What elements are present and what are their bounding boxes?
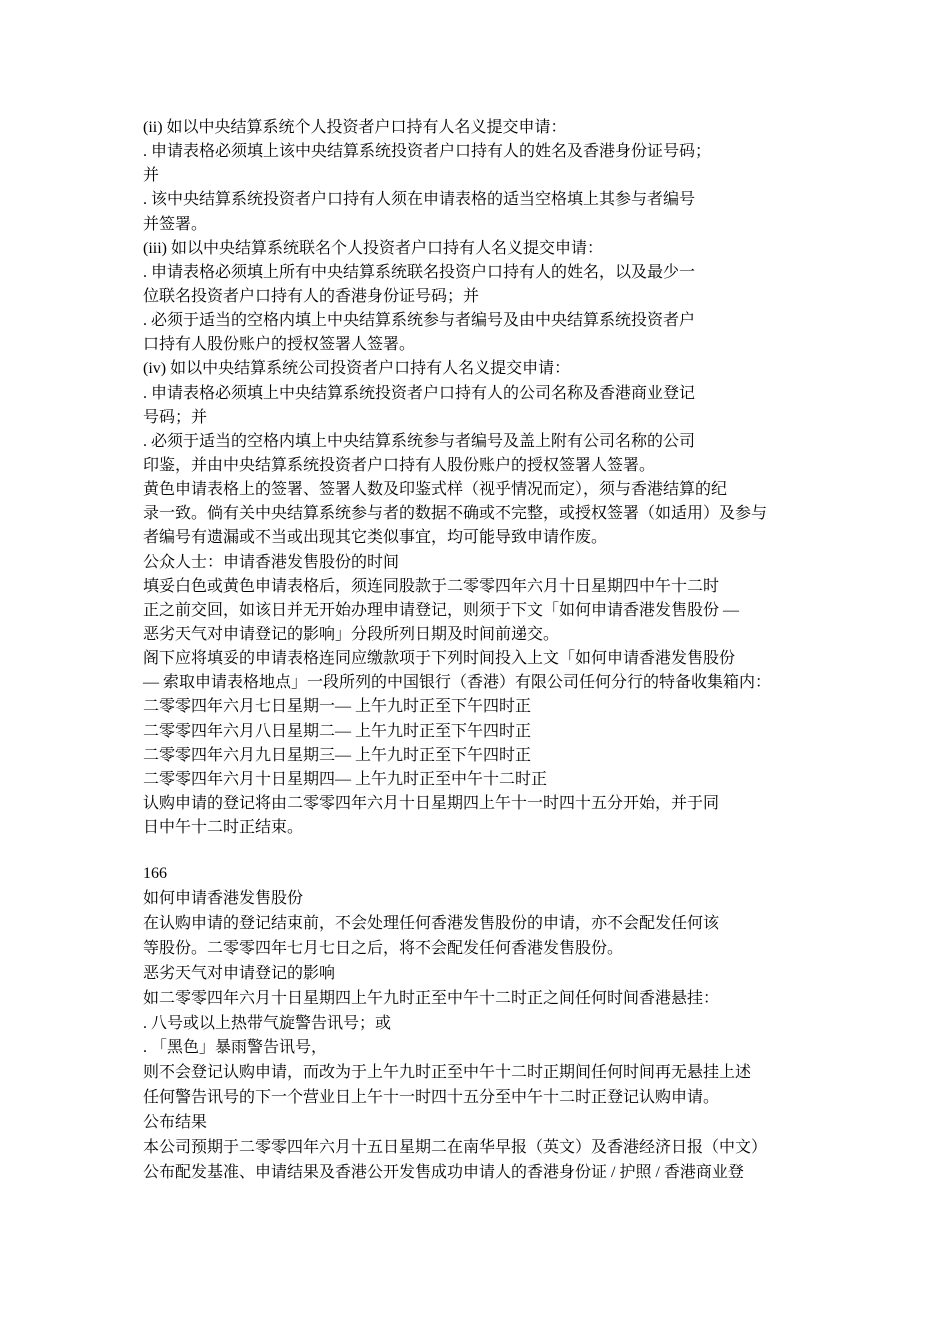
text-line: . 必须于适当的空格内填上中央结算系统参与者编号及盖上附有公司名称的公司: [143, 432, 696, 450]
text-line: 位联名投资者户口持有人的香港身份证号码；并: [143, 287, 480, 305]
text-line: 二零零四年六月八日星期二— 上午九时正至下午四时正: [143, 722, 532, 740]
text-line: 等股份。二零零四年七月七日之后，将不会配发任何香港发售股份。: [143, 939, 624, 957]
text-line: 恶劣天气对申请登记的影响」分段所列日期及时间前递交。: [143, 625, 560, 643]
text-line: (ii) 如以中央结算系统个人投资者户口持有人名义提交申请：: [143, 119, 567, 136]
section-how-to-apply: [143, 887, 843, 1186]
text-line: 者编号有遗漏或不当或出现其它类似事宜，均可能导致申请作废。: [143, 529, 608, 547]
text-line: (iii) 如以中央结算系统联名个人投资者户口持有人名义提交申请：: [143, 239, 603, 257]
text-line: 并签署。: [143, 215, 208, 233]
text-line: . 「黑色」暴雨警告讯号，: [143, 1039, 328, 1057]
text-line: 公众人士：申请香港发售股份的时间: [143, 553, 400, 571]
text-line: 二零零四年六月九日星期三— 上午九时正至下午四时正: [143, 746, 532, 764]
text-line: . 申请表格必须填上所有中央结算系统联名投资户口持有人的姓名，以及最少一: [143, 263, 696, 281]
text-line: 并: [143, 167, 160, 185]
text-line: . 必须于适当的空格内填上中央结算系统参与者编号及由中央结算系统投资者户: [143, 312, 696, 330]
text-line: — 索取申请表格地点」一段所列的中国银行（香港）有限公司任何分行的特备收集箱内：: [143, 674, 772, 692]
text-line: . 申请表格必须填上该中央结算系统投资者户口持有人的姓名及香港身份证号码；: [143, 143, 712, 161]
text-line: 则不会登记认购申请，而改为于上午九时正至中午十二时正期间任何时间再无悬挂上述: [143, 1064, 752, 1082]
page-number: 166: [143, 865, 167, 883]
text-line: 黄色申请表格上的签署、签署人数及印鉴式样（视乎情况而定），须与香港结算的纪: [143, 481, 728, 499]
text-line: 如二零零四年六月十日星期四上午九时正至中午十二时正之间任何时间香港悬挂：: [143, 989, 720, 1007]
text-line: 恶劣天气对申请登记的影响: [143, 964, 336, 982]
text-line: 号码；并: [143, 408, 208, 426]
text-line: 填妥白色或黄色申请表格后，须连同股款于二零零四年六月十日星期四中午十二时: [143, 577, 720, 595]
text-line: 认购申请的登记将由二零零四年六月十日星期四上午十一时四十五分开始，并于同: [143, 794, 720, 812]
text-line: . 申请表格必须填上中央结算系统投资者户口持有人的公司名称及香港商业登记: [143, 384, 696, 402]
text-line: 在认购申请的登记结束前，不会处理任何香港发售股份的申请，亦不会配发任何该: [143, 915, 720, 932]
text-line: 日中午十二时正结束。: [143, 819, 304, 837]
text-line: 任何警告讯号的下一个营业日上午十一时四十五分至中午十二时正登记认购申请。: [143, 1089, 720, 1107]
text-line: 正之前交回，如该日并无开始办理申请登记，则须于下文「如何申请香港发售股份 —: [143, 601, 740, 619]
text-line: 阁下应将填妥的申请表格连同应缴款项于下列时间投入上文「如何申请香港发售股份: [143, 650, 736, 668]
text-line: . 该中央结算系统投资者户口持有人须在申请表格的适当空格填上其参与者编号: [143, 191, 696, 209]
text-line: . 八号或以上热带气旋警告讯号；或: [143, 1014, 392, 1032]
text-line: 本公司预期于二零零四年六月十五日星期二在南华早报（英文）及香港经济日报（中文）: [143, 1139, 768, 1157]
text-line: 二零零四年六月七日星期一— 上午九时正至下午四时正: [143, 698, 532, 716]
text-line: 录一致。倘有关中央结算系统参与者的数据不确或不完整，或授权签署（如适用）及参与: [143, 505, 768, 523]
text-line: (iv) 如以中央结算系统公司投资者户口持有人名义提交申请：: [143, 360, 571, 378]
section-application-requirements: [143, 116, 843, 840]
text-line: 口持有人股份账户的授权签署人签署。: [143, 336, 416, 354]
text-line: 印鉴，并由中央结算系统投资者户口持有人股份账户的授权签署人签署。: [143, 456, 656, 474]
text-line: 公布配发基准、申请结果及香港公开发售成功申请人的香港身份证 / 护照 / 香港商业登: [143, 1163, 744, 1181]
document-page: [143, 116, 843, 1186]
text-line: 公布结果: [143, 1114, 208, 1132]
blank-line: [143, 840, 843, 862]
text-line: 二零零四年六月十日星期四— 上午九时正至中午十二时正: [143, 770, 548, 788]
text-line: 如何申请香港发售股份: [143, 890, 304, 908]
